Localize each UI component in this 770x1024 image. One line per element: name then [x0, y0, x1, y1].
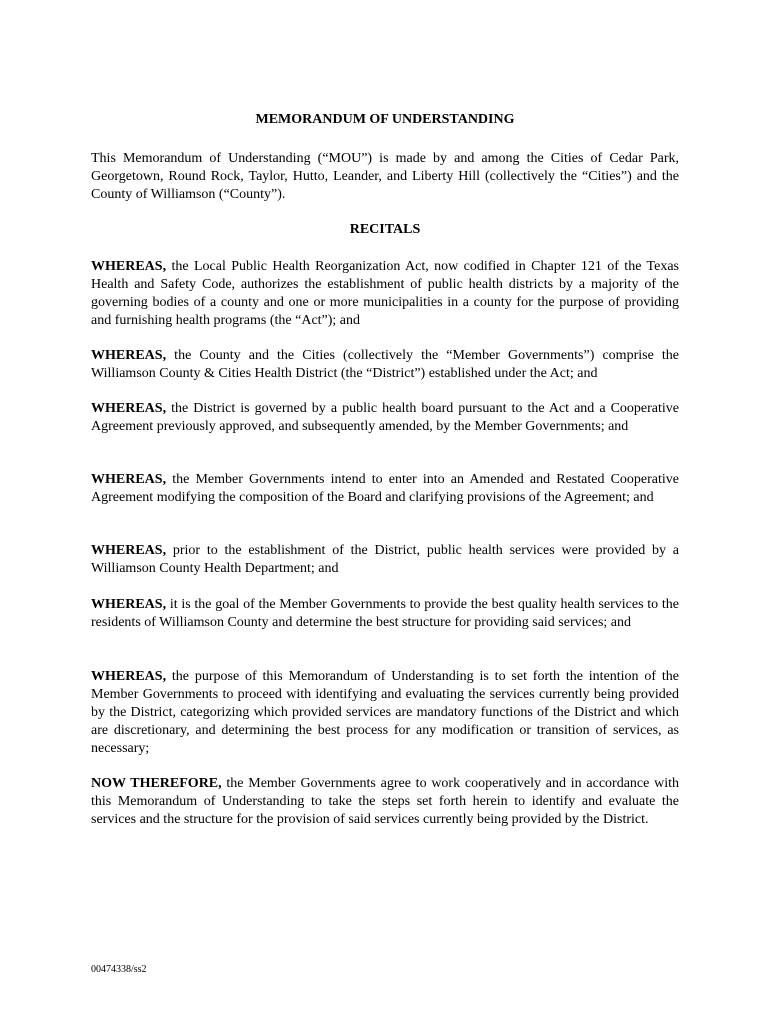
intro-paragraph: This Memorandum of Understanding (“MOU”) is made by and among the Cities of Cedar Park, Georgetown, Round Rock, Taylor, Hutto, Leander, and Liberty Hill (collectively the “Cities”) and the County of Williamson (“County”). [91, 151, 679, 202]
recital-text: the Local Public Health Reorganization Act, now codified in Chapter 121 of the Texas Health and Safety Code, authorizes the establishment of public health districts by a majority of the governing bodies of a county and one or more municipalities in a county for the purpose of providing and furnishing health programs (the “Act”); and [91, 259, 679, 328]
now-therefore-paragraph [91, 775, 679, 829]
recital-lead: WHEREAS, [91, 669, 167, 684]
recital-text: prior to the establishment of the District, public health services were provided by a Williamson County Health Department; and [91, 543, 679, 576]
recital-paragraph [91, 258, 679, 330]
recital-text: the purpose of this Memorandum of Understanding is to set forth the intention of the Member Governments to proceed with identifying and evaluating the services currently being provided by the District, categorizing which provided services are mandatory functions of the District and which are discretionary, and determining the best process for any modification or transition of services, as necessary; [91, 669, 679, 756]
recital-lead: WHEREAS, [91, 348, 167, 363]
recital-paragraph [91, 668, 679, 758]
recital-text: the County and the Cities (collectively the “Member Governments”) comprise the Williamson County & Cities Health District (the “District”) established under the Act; and [91, 348, 679, 381]
recital-lead: WHEREAS, [91, 472, 167, 487]
recitals-heading: RECITALS [349, 222, 421, 237]
recital-paragraph [91, 596, 679, 632]
recital-paragraph [91, 471, 679, 507]
recital-paragraph [91, 347, 679, 383]
recital-text: the District is governed by a public health board pursuant to the Act and a Cooperative Agreement previously approved, and subsequently amended, by the Member Governments; and [91, 401, 679, 434]
document-title: MEMORANDUM OF UNDERSTANDING [255, 112, 515, 127]
recital-paragraph [91, 542, 679, 578]
now-therefore-lead: NOW THEREFORE, [91, 776, 222, 791]
recital-lead: WHEREAS, [91, 259, 167, 274]
recital-lead: WHEREAS, [91, 597, 167, 612]
recital-lead: WHEREAS, [91, 401, 167, 416]
recital-lead: WHEREAS, [91, 543, 167, 558]
recital-text: the Member Governments intend to enter into an Amended and Restated Cooperative Agreement modifying the composition of the Board and clarifying provisions of the Agreement; and [91, 472, 679, 505]
recital-paragraph [91, 400, 679, 436]
now-therefore-text: the Member Governments agree to work cooperatively and in accordance with this Memorandum of Understanding to take the steps set forth herein to identify and evaluate the services and the structure for the provision of said services currently being provided by the District. [91, 776, 679, 827]
recital-text: it is the goal of the Member Governments to provide the best quality health services to the residents of Williamson County and determine the best structure for providing said services; and [91, 597, 679, 630]
document-footer-code: 00474338/ss2 [91, 964, 147, 975]
